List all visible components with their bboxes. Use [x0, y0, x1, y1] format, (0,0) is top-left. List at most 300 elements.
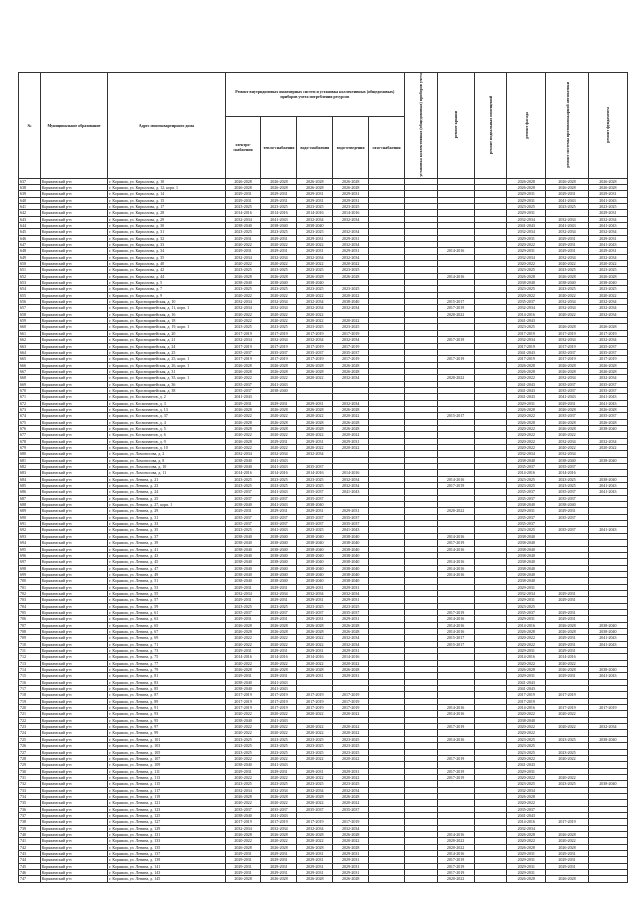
row-period-cell: 2041-2043: [261, 812, 297, 818]
row-period-cell: 2020-2022: [297, 730, 333, 736]
row-period-cell: 2032-2034: [507, 451, 546, 457]
row-address: г. Коряжма, ул. Ленина, д. 93: [108, 711, 225, 717]
row-period-cell: 2029-2031: [225, 191, 261, 197]
row-number: 741: [19, 838, 41, 844]
row-municipality: Коряжемский р-н: [40, 337, 107, 343]
row-period-cell: 2032-2034: [333, 375, 369, 381]
row-municipality: Коряжемский р-н: [40, 242, 107, 248]
row-period-cell: 2023-2025: [297, 483, 333, 489]
row-municipality: Коряжемский р-н: [40, 381, 107, 387]
row-period-cell: 2014-2016: [437, 273, 474, 279]
row-period-cell: [404, 876, 437, 882]
row-period-cell: 2038-2040: [225, 546, 261, 552]
row-number: 681: [19, 457, 41, 463]
row-period-cell: 2015-2017: [437, 413, 474, 419]
row-period-cell: 2035-2037: [546, 489, 588, 495]
row-period-cell: 2020-2022: [297, 311, 333, 317]
row-municipality: Коряжемский р-н: [40, 762, 107, 768]
row-period-cell: 2038-2040: [225, 552, 261, 558]
row-municipality: Коряжемский р-н: [40, 851, 107, 857]
row-period-cell: 2032-2034: [588, 229, 627, 235]
row-period-cell: 2020-2022: [546, 261, 588, 267]
row-period-cell: 2026-2028: [297, 628, 333, 634]
row-period-cell: 2020-2022: [507, 755, 546, 761]
row-period-cell: 2032-2034: [588, 254, 627, 260]
row-period-cell: 2020-2022: [546, 660, 588, 666]
row-period-cell: 2020-2022: [333, 800, 369, 806]
row-period-cell: 2029-2031: [507, 863, 546, 869]
row-period-cell: 2020-2022: [588, 292, 627, 298]
row-period-cell: 2017-2019: [297, 356, 333, 362]
row-period-cell: 2029-2031: [261, 584, 297, 590]
row-period-cell: 2023-2025: [297, 203, 333, 209]
row-period-cell: 2020-2022: [297, 261, 333, 267]
row-period-cell: 2029-2031: [507, 616, 546, 622]
row-period-cell: 2032-2034: [588, 724, 627, 730]
row-number: 638: [19, 184, 41, 190]
row-period-cell: 2020-2022: [437, 311, 474, 317]
row-period-cell: 2029-2031: [546, 857, 588, 863]
row-period-cell: 2026-2028: [261, 368, 297, 374]
row-address: г. Коряжма, ул. Ленина, д. 121: [108, 800, 225, 806]
row-period-cell: 2029-2031: [333, 438, 369, 444]
row-period-cell: 2023-2025: [333, 324, 369, 330]
row-period-cell: 2026-2028: [225, 622, 261, 628]
row-period-cell: 2023-2025: [507, 286, 546, 292]
row-address: г. Коряжма, ул. Красноармейская, д. 38: [108, 387, 225, 393]
row-period-cell: 2020-2022: [437, 375, 474, 381]
row-municipality: Коряжемский р-н: [40, 483, 107, 489]
row-period-cell: 2035-2037: [333, 514, 369, 520]
row-period-cell: 2038-2040: [333, 571, 369, 577]
row-number: 715: [19, 673, 41, 679]
row-period-cell: 2026-2028: [261, 622, 297, 628]
row-period-cell: 2020-2022: [297, 413, 333, 419]
row-period-cell: 2038-2040: [225, 578, 261, 584]
row-period-cell: 2029-2031: [588, 210, 627, 216]
row-address: г. Коряжма, ул. Космонавтов, д. 4: [108, 419, 225, 425]
row-period-cell: 2026-2028: [546, 178, 588, 184]
row-period-cell: 2029-2031: [297, 851, 333, 857]
row-period-cell: 2041-2043: [546, 197, 588, 203]
row-number: 719: [19, 698, 41, 704]
row-period-cell: 2026-2028: [297, 406, 333, 412]
row-period-cell: 2023-2025: [225, 286, 261, 292]
row-period-cell: 2029-2031: [546, 851, 588, 857]
row-period-cell: 2038-2040: [261, 222, 297, 228]
row-period-cell: 2032-2034: [333, 242, 369, 248]
row-address: г. Коряжма, ул. Ленина, д. 103: [108, 743, 225, 749]
row-period-cell: 2035-2037: [507, 495, 546, 501]
row-period-cell: 2020-2022: [507, 413, 546, 419]
row-address: г. Коряжма, ул. Кириллова, д. 32: [108, 235, 225, 241]
row-number: 664: [19, 349, 41, 355]
row-period-cell: 2014-2016: [437, 546, 474, 552]
row-period-cell: [369, 876, 405, 882]
row-address: г. Коряжма, ул. Ленина, д. 79: [108, 667, 225, 673]
row-period-cell: 2026-2028: [225, 184, 261, 190]
row-period-cell: 2014-2016: [333, 470, 369, 476]
row-address: г. Коряжма, ул. Ленина, д. 29: [108, 508, 225, 514]
row-period-cell: 2035-2037: [225, 381, 261, 387]
row-period-cell: 2017-2019: [333, 698, 369, 704]
row-period-cell: 2015-2017: [437, 635, 474, 641]
row-period-cell: 2020-2022: [225, 242, 261, 248]
row-period-cell: 2026-2028: [297, 178, 333, 184]
row-number: 671: [19, 394, 41, 400]
row-period-cell: 2020-2022: [507, 838, 546, 844]
row-number: 713: [19, 660, 41, 666]
row-municipality: Коряжемский р-н: [40, 800, 107, 806]
row-period-cell: 2023-2025: [297, 229, 333, 235]
row-number: 674: [19, 413, 41, 419]
row-period-cell: 2029-2031: [225, 870, 261, 876]
row-period-cell: 2035-2037: [588, 413, 627, 419]
row-period-cell: 2023-2025: [507, 267, 546, 273]
row-municipality: Коряжемский р-н: [40, 527, 107, 533]
row-municipality: Коряжемский р-н: [40, 571, 107, 577]
row-period-cell: 2026-2028: [225, 368, 261, 374]
row-period-cell: 2038-2040: [333, 578, 369, 584]
row-period-cell: 2023-2025: [333, 286, 369, 292]
row-period-cell: 2029-2031: [333, 197, 369, 203]
row-number: 683: [19, 470, 41, 476]
row-period-cell: 2023-2025: [261, 743, 297, 749]
row-number: 724: [19, 730, 41, 736]
row-municipality: Коряжемский р-н: [40, 254, 107, 260]
row-period-cell: 2029-2031: [588, 235, 627, 241]
row-address: г. Коряжма, ул. Ленина, д. 27, корп. 1: [108, 502, 225, 508]
row-period-cell: 2026-2028: [546, 425, 588, 431]
row-period-cell: 2038-2040: [225, 679, 261, 685]
row-period-cell: 2026-2028: [546, 362, 588, 368]
row-period-cell: 2017-2019: [225, 692, 261, 698]
row-address: г. Коряжма, ул. Ленина, д. 89: [108, 698, 225, 704]
row-period-cell: 2032-2034: [297, 787, 333, 793]
row-address: г. Коряжма, ул. Ленина, д. 37: [108, 533, 225, 539]
row-period-cell: 2020-2022: [225, 635, 261, 641]
row-period-cell: 2032-2034: [333, 483, 369, 489]
row-period-cell: 2020-2022: [507, 774, 546, 780]
row-address: г. Коряжма, ул. Ленина, д. 99: [108, 730, 225, 736]
row-period-cell: 2041-2043: [507, 812, 546, 818]
row-number: 643: [19, 216, 41, 222]
row-period-cell: 2035-2037: [297, 521, 333, 527]
row-period-cell: 2020-2022: [225, 641, 261, 647]
row-period-cell: 2041-2043: [333, 527, 369, 533]
row-period-cell: 2014-2016: [507, 819, 546, 825]
row-period-cell: 2026-2028: [507, 844, 546, 850]
header-gas-supply: газо-снабжения: [369, 116, 405, 178]
row-address: г. Коряжма, ул. Кириллова, д. 17: [108, 203, 225, 209]
row-municipality: Коряжемский р-н: [40, 356, 107, 362]
row-address: г. Коряжма, ул. Ленина, д. 111: [108, 768, 225, 774]
row-period-cell: 2020-2022: [546, 292, 588, 298]
row-period-cell: 2029-2031: [261, 438, 297, 444]
row-address: г. Коряжма, ул. Космонавтов, д. 13: [108, 406, 225, 412]
row-number: 689: [19, 508, 41, 514]
row-period-cell: 2029-2031: [297, 870, 333, 876]
row-municipality: Коряжемский р-н: [40, 628, 107, 634]
row-period-cell: 2023-2025: [297, 749, 333, 755]
row-municipality: Коряжемский р-н: [40, 191, 107, 197]
row-period-cell: 2029-2031: [333, 857, 369, 863]
row-period-cell: 2020-2022: [261, 318, 297, 324]
row-period-cell: 2035-2037: [507, 609, 546, 615]
row-address: г. Коряжма, ул. Ленина, д. 24: [108, 489, 225, 495]
row-period-cell: 2032-2034: [546, 229, 588, 235]
row-municipality: Коряжемский р-н: [40, 648, 107, 654]
row-period-cell: 2014-2016: [437, 628, 474, 634]
row-municipality: Коряжемский р-н: [40, 305, 107, 311]
row-municipality: Коряжемский р-н: [40, 273, 107, 279]
row-period-cell: 2014-2016: [437, 559, 474, 565]
row-municipality: Коряжемский р-н: [40, 673, 107, 679]
row-address: г. Коряжма, ул. Ломоносова, д. 2: [108, 451, 225, 457]
row-period-cell: 2029-2031: [261, 857, 297, 863]
row-period-cell: 2017-2019: [225, 330, 261, 336]
row-address: г. Коряжма, ул. Ленина, д. 137: [108, 851, 225, 857]
row-number: 647: [19, 242, 41, 248]
row-period-cell: 2032-2034: [507, 787, 546, 793]
row-municipality: Коряжемский р-н: [40, 768, 107, 774]
row-period-cell: 2029-2031: [261, 616, 297, 622]
row-address: г. Коряжма, ул. Ленина, д. 109: [108, 762, 225, 768]
row-period-cell: 2038-2040: [588, 667, 627, 673]
row-period-cell: 2020-2022: [261, 432, 297, 438]
row-number: 709: [19, 635, 41, 641]
row-address: г. Коряжма, ул. Кириллова, д. 30: [108, 222, 225, 228]
header-facade: ремонт фасада: [523, 111, 529, 139]
row-address: г. Коряжма, ул. Ленина, д. 45: [108, 559, 225, 565]
row-municipality: Коряжемский р-н: [40, 203, 107, 209]
row-period-cell: 2017-2019: [437, 870, 474, 876]
row-address: г. Коряжма, ул. Ленина, д. 119: [108, 793, 225, 799]
row-period-cell: 2026-2028: [546, 406, 588, 412]
row-address: г. Коряжма, ул. Ленина, д. 25: [108, 495, 225, 501]
row-number: 654: [19, 286, 41, 292]
row-period-cell: 2029-2031: [546, 191, 588, 197]
row-period-cell: 2023-2025: [333, 203, 369, 209]
row-period-cell: 2032-2034: [261, 305, 297, 311]
row-period-cell: 2017-2019: [437, 863, 474, 869]
row-period-cell: 2023-2025: [546, 781, 588, 787]
row-period-cell: 2032-2034: [507, 305, 546, 311]
row-period-cell: 2038-2040: [261, 578, 297, 584]
row-period-cell: 2017-2019: [261, 698, 297, 704]
row-municipality: Коряжемский р-н: [40, 318, 107, 324]
row-period-cell: 2041-2043: [588, 635, 627, 641]
row-address: г. Коряжма, ул. Ленина, д. 101: [108, 736, 225, 742]
row-period-cell: 2029-2031: [261, 851, 297, 857]
row-address: г. Коряжма, ул. Красноармейская, д. 21: [108, 337, 225, 343]
row-period-cell: 2014-2016: [333, 654, 369, 660]
row-period-cell: 2023-2025: [297, 527, 333, 533]
row-address: г. Коряжма, ул. Кириллова, д. 42: [108, 267, 225, 273]
row-period-cell: 2020-2022: [297, 432, 333, 438]
row-period-cell: 2017-2019: [225, 819, 261, 825]
row-period-cell: 2014-2016: [437, 711, 474, 717]
row-address: г. Коряжма, ул. Космонавтов, д. 10: [108, 445, 225, 451]
row-period-cell: 2038-2040: [261, 387, 297, 393]
row-period-cell: 2023-2025: [546, 476, 588, 482]
row-address: г. Коряжма, ул. Ленина, д. 131: [108, 831, 225, 837]
row-period-cell: 2026-2028: [507, 406, 546, 412]
row-period-cell: 2041-2043: [333, 489, 369, 495]
row-period-cell: 2041-2043: [588, 527, 627, 533]
row-period-cell: 2035-2037: [297, 495, 333, 501]
row-period-cell: 2026-2028: [225, 362, 261, 368]
row-period-cell: 2029-2031: [507, 197, 546, 203]
row-period-cell: 2032-2034: [225, 337, 261, 343]
row-municipality: Коряжемский р-н: [40, 838, 107, 844]
row-period-cell: 2035-2037: [546, 387, 588, 393]
row-period-cell: 2038-2040: [588, 280, 627, 286]
row-municipality: Коряжемский р-н: [40, 419, 107, 425]
row-municipality: Коряжемский р-н: [40, 635, 107, 641]
header-meters: установка коллективных (общедомовых) приборов учета: [418, 73, 424, 177]
row-period-cell: 2038-2040: [225, 571, 261, 577]
row-period-cell: 2041-2043: [546, 222, 588, 228]
row-municipality: Коряжемский р-н: [40, 546, 107, 552]
row-period-cell: 2026-2028: [333, 667, 369, 673]
row-period-cell: 2026-2028: [297, 273, 333, 279]
row-period-cell: 2026-2028: [297, 184, 333, 190]
row-period-cell: 2017-2019: [333, 692, 369, 698]
row-period-cell: 2029-2031: [225, 863, 261, 869]
row-period-cell: 2023-2025: [507, 743, 546, 749]
row-period-cell: 2017-2019: [546, 356, 588, 362]
row-address: г. Коряжма, ул. Красноармейская, д. 36: [108, 381, 225, 387]
row-period-cell: 2041-2043: [588, 197, 627, 203]
row-number: 688: [19, 502, 41, 508]
row-number: 667: [19, 368, 41, 374]
row-period-cell: 2026-2028: [261, 406, 297, 412]
row-period-cell: 2026-2028: [507, 628, 546, 634]
row-number: 677: [19, 432, 41, 438]
row-period-cell: 2017-2019: [437, 337, 474, 343]
row-period-cell: 2032-2034: [507, 254, 546, 260]
row-address: г. Коряжма, ул. Ленина, д. 135: [108, 844, 225, 850]
row-period-cell: 2017-2019: [297, 705, 333, 711]
row-period-cell: 2035-2037: [261, 521, 297, 527]
row-period-cell: 2029-2031: [588, 248, 627, 254]
row-period-cell: 2038-2040: [333, 299, 369, 305]
row-period-cell: 2041-2043: [507, 679, 546, 685]
row-address: г. Коряжма, ул. Ленина, д. 141: [108, 863, 225, 869]
row-period-cell: 2032-2034: [588, 337, 627, 343]
row-period-cell: 2032-2034: [297, 590, 333, 596]
row-period-cell: 2020-2022: [507, 242, 546, 248]
row-municipality: Коряжемский р-н: [40, 749, 107, 755]
row-number: 706: [19, 616, 41, 622]
row-period-cell: 2038-2040: [588, 628, 627, 634]
row-period-cell: 2032-2034: [297, 451, 333, 457]
header-address: Адрес многоквартирного дома: [108, 73, 225, 179]
row-municipality: Коряжемский р-н: [40, 235, 107, 241]
row-period-cell: 2032-2034: [297, 254, 333, 260]
row-period-cell: 2029-2031: [546, 673, 588, 679]
row-address: г. Коряжма, ул. Красноармейская, д. 31: [108, 368, 225, 374]
row-municipality: Коряжемский р-н: [40, 394, 107, 400]
row-number: 705: [19, 609, 41, 615]
row-period-cell: 2020-2022: [333, 838, 369, 844]
row-municipality: Коряжемский р-н: [40, 616, 107, 622]
row-period-cell: 2029-2031: [261, 248, 297, 254]
row-period-cell: 2026-2028: [546, 844, 588, 850]
row-period-cell: 2020-2022: [546, 838, 588, 844]
row-number: 641: [19, 203, 41, 209]
row-period-cell: 2038-2040: [261, 571, 297, 577]
row-period-cell: 2041-2043: [507, 394, 546, 400]
row-municipality: Коряжемский р-н: [40, 578, 107, 584]
row-period-cell: 2026-2028: [507, 793, 546, 799]
row-period-cell: 2038-2040: [588, 425, 627, 431]
row-address: г. Коряжма, ул. Красноармейская, д. 11, корп. 1: [108, 305, 225, 311]
row-period-cell: 2017-2019: [333, 356, 369, 362]
row-municipality: Коряжемский р-н: [40, 787, 107, 793]
row-period-cell: 2029-2031: [507, 768, 546, 774]
row-period-cell: 2023-2025: [297, 781, 333, 787]
row-number: 708: [19, 628, 41, 634]
row-period-cell: 2038-2040: [225, 686, 261, 692]
row-period-cell: 2026-2028: [507, 184, 546, 190]
header-electricity: электро-снабжения: [225, 116, 261, 178]
row-period-cell: 2029-2031: [507, 191, 546, 197]
row-period-cell: 2026-2028: [261, 793, 297, 799]
row-period-cell: 2026-2028: [297, 876, 333, 882]
row-period-cell: 2023-2025: [507, 324, 546, 330]
row-period-cell: 2035-2037: [588, 343, 627, 349]
row-period-cell: 2020-2022: [546, 432, 588, 438]
row-municipality: Коряжемский р-н: [40, 717, 107, 723]
row-period-cell: 2026-2028: [225, 876, 261, 882]
row-period-cell: 2029-2031: [225, 508, 261, 514]
row-period-cell: 2035-2037: [261, 514, 297, 520]
row-period-cell: 2041-2043: [588, 673, 627, 679]
row-period-cell: 2020-2022: [546, 755, 588, 761]
row-period-cell: 2026-2028: [333, 419, 369, 425]
row-period-cell: 2029-2031: [507, 248, 546, 254]
row-period-cell: 2020-2022: [437, 508, 474, 514]
row-period-cell: 2017-2019: [225, 343, 261, 349]
row-period-cell: 2038-2040: [507, 565, 546, 571]
row-period-cell: 2026-2028: [261, 628, 297, 634]
row-number: 676: [19, 425, 41, 431]
row-municipality: Коряжемский р-н: [40, 286, 107, 292]
row-address: г. Коряжма, ул. Ленина, д. 145: [108, 876, 225, 882]
row-period-cell: 2020-2022: [507, 292, 546, 298]
row-period-cell: 2029-2031: [546, 635, 588, 641]
row-number: 656: [19, 299, 41, 305]
row-period-cell: 2029-2031: [225, 857, 261, 863]
row-period-cell: 2038-2040: [333, 552, 369, 558]
row-municipality: Коряжемский р-н: [40, 248, 107, 254]
row-period-cell: 2026-2028: [546, 622, 588, 628]
row-period-cell: 2020-2022: [507, 641, 546, 647]
row-period-cell: 2035-2037: [225, 349, 261, 355]
row-number: 659: [19, 318, 41, 324]
row-municipality: Коряжемский р-н: [40, 375, 107, 381]
row-period-cell: 2020-2022: [546, 311, 588, 317]
row-address: г. Коряжма, ул. Ленина, д. 77: [108, 660, 225, 666]
row-period-cell: 2020-2022: [507, 635, 546, 641]
row-period-cell: 2020-2022: [261, 641, 297, 647]
row-period-cell: 2026-2028: [333, 876, 369, 882]
row-period-cell: 2023-2025: [546, 267, 588, 273]
row-period-cell: 2035-2037: [588, 387, 627, 393]
row-period-cell: 2026-2028: [588, 406, 627, 412]
